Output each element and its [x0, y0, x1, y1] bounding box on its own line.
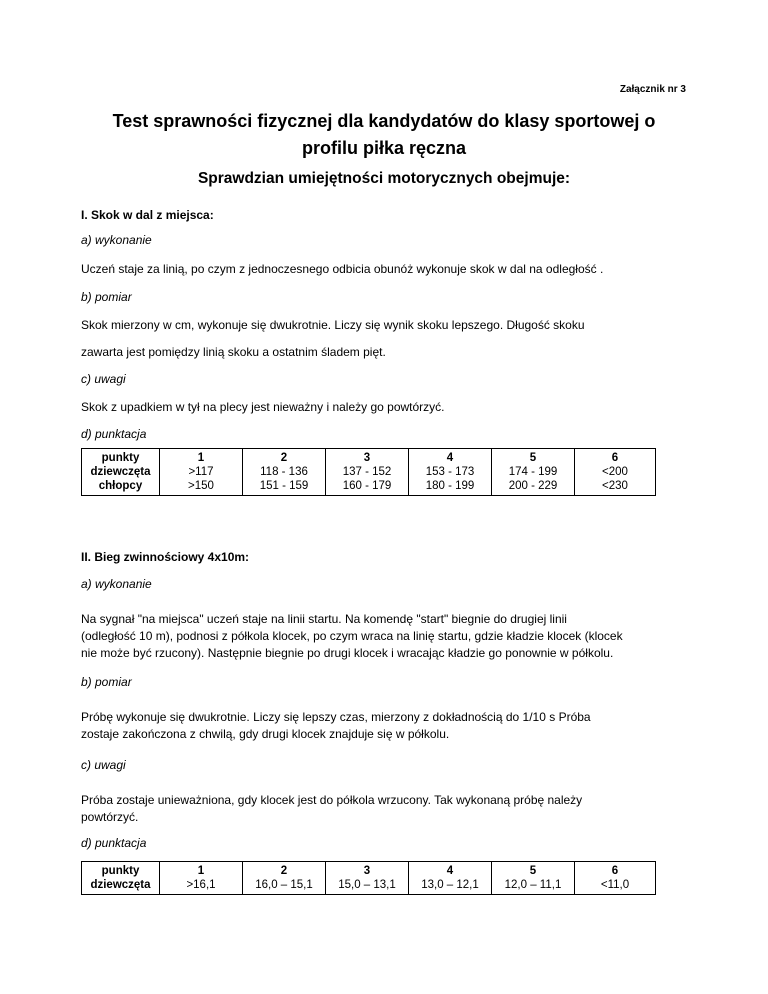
row-label: punkty: [82, 449, 160, 466]
row-label: dziewczęta: [82, 465, 160, 479]
table-cell: <200: [575, 465, 656, 479]
table-cell: 137 - 152: [326, 465, 409, 479]
table-cell: >150: [160, 479, 243, 496]
table-cell: 153 - 173: [409, 465, 492, 479]
table-cell: 3: [326, 449, 409, 466]
row-label: dziewczęta: [82, 878, 160, 895]
section1-score-table: [81, 448, 656, 496]
table-cell: 174 - 199: [492, 465, 575, 479]
document-subtitle: Sprawdzian umiejętności motorycznych obejmuje:: [197, 170, 571, 187]
section2-a-text-3: nie może być rzucony). Następnie biegnie po drugi klocek i wracając kładzie go ponownie w półkolu.: [81, 646, 614, 660]
table-cell: 13,0 – 12,1: [409, 878, 492, 895]
table-cell: 4: [409, 449, 492, 466]
table-cell: 6: [575, 449, 656, 466]
table-cell: 180 - 199: [409, 479, 492, 496]
table-cell: 6: [575, 862, 656, 879]
table-cell: 12,0 – 11,1: [492, 878, 575, 895]
title-line-2: profilu piłka ręczna: [301, 138, 467, 158]
table-cell: >117: [160, 465, 243, 479]
section2-b-label: b) pomiar: [81, 675, 132, 689]
section2-c-text-2: powtórzyć.: [81, 810, 139, 824]
document-title: [90, 108, 678, 162]
section2-score-table: [81, 861, 656, 895]
table-cell: 1: [160, 862, 243, 879]
table-cell: 2: [243, 862, 326, 879]
section1-c-text: Skok z upadkiem w tył na plecy jest nieważny i należy go powtórzyć.: [81, 400, 445, 414]
table-cell: 118 - 136: [243, 465, 326, 479]
section2-d-label: d) punktacja: [81, 836, 147, 850]
table-cell: 160 - 179: [326, 479, 409, 496]
table-cell: 1: [160, 449, 243, 466]
section1-b-text-2: zawarta jest pomiędzy linią skoku a ostatnim śladem pięt.: [81, 345, 386, 359]
table-row: [82, 878, 656, 895]
section2-a-text-2: (odległość 10 m), podnosi z półkola klocek, po czym wraca na linię startu, gdzie kładzie klocek (klocek: [81, 629, 623, 643]
section1-a-label: a) wykonanie: [81, 233, 152, 247]
title-line-1: Test sprawności fizycznej dla kandydatów do klasy sportowej o: [112, 111, 656, 131]
section2-b-text-1: Próbę wykonuje się dwukrotnie. Liczy się lepszy czas, mierzony z dokładnością do 1/10 s Próba: [81, 710, 591, 724]
section2-heading: II. Bieg zwinnościowy 4x10m:: [81, 550, 250, 564]
table-cell: 15,0 – 13,1: [326, 878, 409, 895]
table-cell: 2: [243, 449, 326, 466]
table-row: [82, 862, 656, 879]
table-row: [82, 449, 656, 466]
table-cell: 5: [492, 449, 575, 466]
table-cell: >16,1: [160, 878, 243, 895]
table-cell: 4: [409, 862, 492, 879]
table-cell: 3: [326, 862, 409, 879]
table-cell: 16,0 – 15,1: [243, 878, 326, 895]
section1-a-text: Uczeń staje za linią, po czym z jednoczesnego odbicia obunóż wykonuje skok w dal na odległość .: [81, 262, 604, 276]
section2-a-text-1: Na sygnał "na miejsca" uczeń staje na linii startu. Na komendę "start" biegnie do drugiej linii: [81, 612, 567, 626]
table-row: [82, 465, 656, 479]
section1-c-label: c) uwagi: [81, 372, 126, 386]
section1-b-label: b) pomiar: [81, 290, 132, 304]
table-cell: <230: [575, 479, 656, 496]
section1-d-label: d) punktacja: [81, 427, 147, 441]
table-row: [82, 479, 656, 496]
section1-heading: I. Skok w dal z miejsca:: [81, 208, 214, 222]
table-cell: 5: [492, 862, 575, 879]
table-cell: 151 - 159: [243, 479, 326, 496]
section2-a-label: a) wykonanie: [81, 577, 152, 591]
section2-b-text-2: zostaje zakończona z chwilą, gdy drugi klocek znajduje się w półkolu.: [81, 727, 450, 741]
table-cell: <11,0: [575, 878, 656, 895]
attachment-label: Załącznik nr 3: [619, 84, 686, 95]
table-cell: 200 - 229: [492, 479, 575, 496]
section2-c-text-1: Próba zostaje unieważniona, gdy klocek jest do półkola wrzucony. Tak wykonaną próbę należy: [81, 793, 583, 807]
row-label: chłopcy: [82, 479, 160, 496]
section2-c-label: c) uwagi: [81, 758, 126, 772]
row-label: punkty: [82, 862, 160, 879]
section1-b-text-1: Skok mierzony w cm, wykonuje się dwukrotnie. Liczy się wynik skoku lepszego. Długość skoku: [81, 318, 585, 332]
